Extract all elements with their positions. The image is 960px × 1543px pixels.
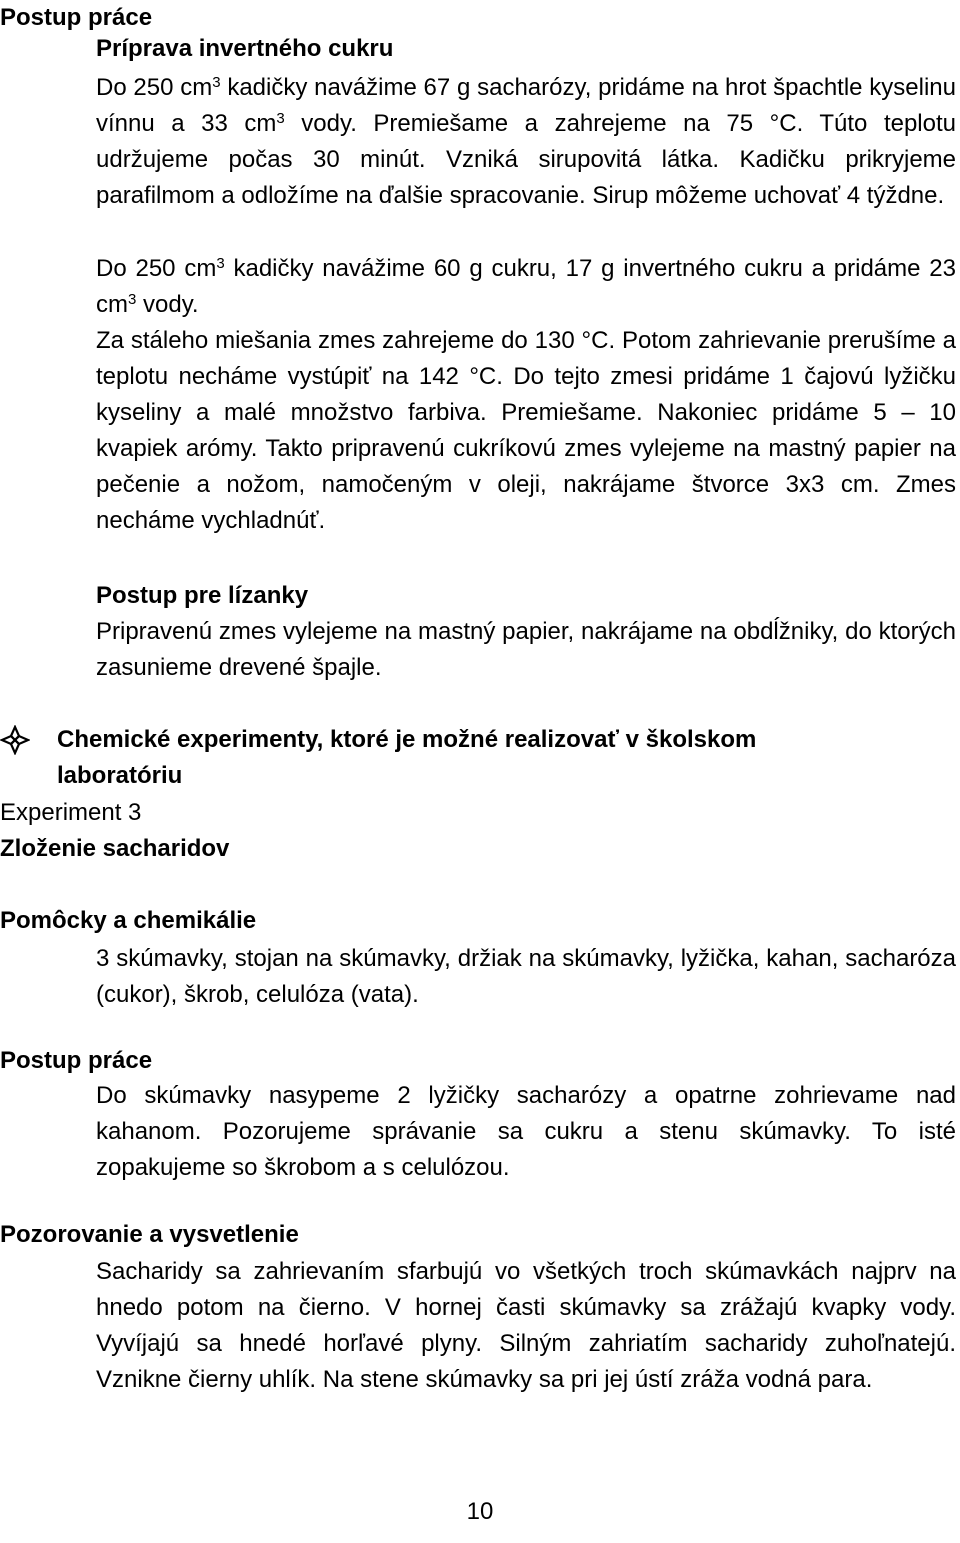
paragraph <box>96 251 956 323</box>
text-run: vody. <box>136 291 199 318</box>
superscript: 3 <box>216 255 225 272</box>
experiment-label: Experiment 3 <box>0 799 142 826</box>
paragraph: Pripravenú zmes vylejeme na mastný papier, nakrájame na obdĺžniky, do ktorých zasunieme drevené špajle. <box>96 618 956 681</box>
tools-title: Pomôcky a chemikálie <box>0 907 257 934</box>
paragraph <box>96 70 956 214</box>
paragraph: Sacharidy sa zahrievaním sfarbujú vo všetkých troch skúmavkách najprv na hnedo potom na čierno. V hornej časti skúmavky sa zrážajú kvapky vody. Vyvíjajú sa hnedé horľavé plyny. Silným zahriatím sacharidy zuhoľnatejú. Vznikne čierny uhlík. Na stene skúmavky sa pri jej ústí zráža vodná para. <box>96 1258 956 1393</box>
superscript: 3 <box>128 291 137 308</box>
text-run: vody. Premiešame a zahrejeme na 75 °C. Túto teplotu udržujeme počas 30 minút. Vzniká sirupovitá látka. Kadičku prikryjeme parafilmom a odložíme na ďalšie spracovanie. Sirup môžeme uchovať 4 týždne. <box>96 110 956 209</box>
page-number: 10 <box>466 1498 494 1525</box>
text-run: kadičky navážime 67 g sacharózy, pridáme na hrot špachtle kyselinu vínnu a 33 cm <box>96 74 956 137</box>
section-title: Postup pre lízanky <box>96 582 309 609</box>
bullet-heading: Chemické experimenty, ktoré je možné realizovať v školskom laboratóriu <box>57 726 757 789</box>
superscript: 3 <box>276 110 285 127</box>
section-title: Postup práce <box>0 4 153 31</box>
procedure-title: Postup práce <box>0 1047 153 1074</box>
observation-title: Pozorovanie a vysvetlenie <box>0 1221 299 1248</box>
subsection-title: Príprava invertného cukru <box>96 35 394 62</box>
paragraph: Do skúmavky nasypeme 2 lyžičky sacharózy a opatrne zohrievame nad kahanom. Pozorujeme správanie sa cukru a stenu skúmavky. To isté zopakujeme so škrobom a s celulózou. <box>96 1082 956 1181</box>
diamond-bullet-icon <box>0 725 30 755</box>
experiment-title: Zloženie sacharidov <box>0 835 230 862</box>
text-run: kadičky navážime 60 g cukru, 17 g invertného cukru a pridáme 23 cm <box>96 255 956 318</box>
text-run: Do 250 cm <box>96 255 217 282</box>
text-run: Do 250 cm <box>96 74 213 101</box>
paragraph: Za stáleho miešania zmes zahrejeme do 130 °C. Potom zahrievanie prerušíme a teplotu necháme vystúpiť na 142 °C. Do tejto zmesi pridáme 1 čajovú lyžičku kyseliny a malé množstvo farbiva. Premiešame. Nakoniec pridáme 5 – 10 kvapiek arómy. Takto pripravenú cukríkovú zmes vylejeme na mastný papier na pečenie a nožom, namočeným v oleji, nakrájame štvorce 3x3 cm. Zmes necháme vychladnúť. <box>96 327 956 534</box>
paragraph: 3 skúmavky, stojan na skúmavky, držiak na skúmavky, lyžička, kahan, sacharóza (cukor), škrob, celulóza (vata). <box>96 945 956 1008</box>
superscript: 3 <box>212 74 221 91</box>
